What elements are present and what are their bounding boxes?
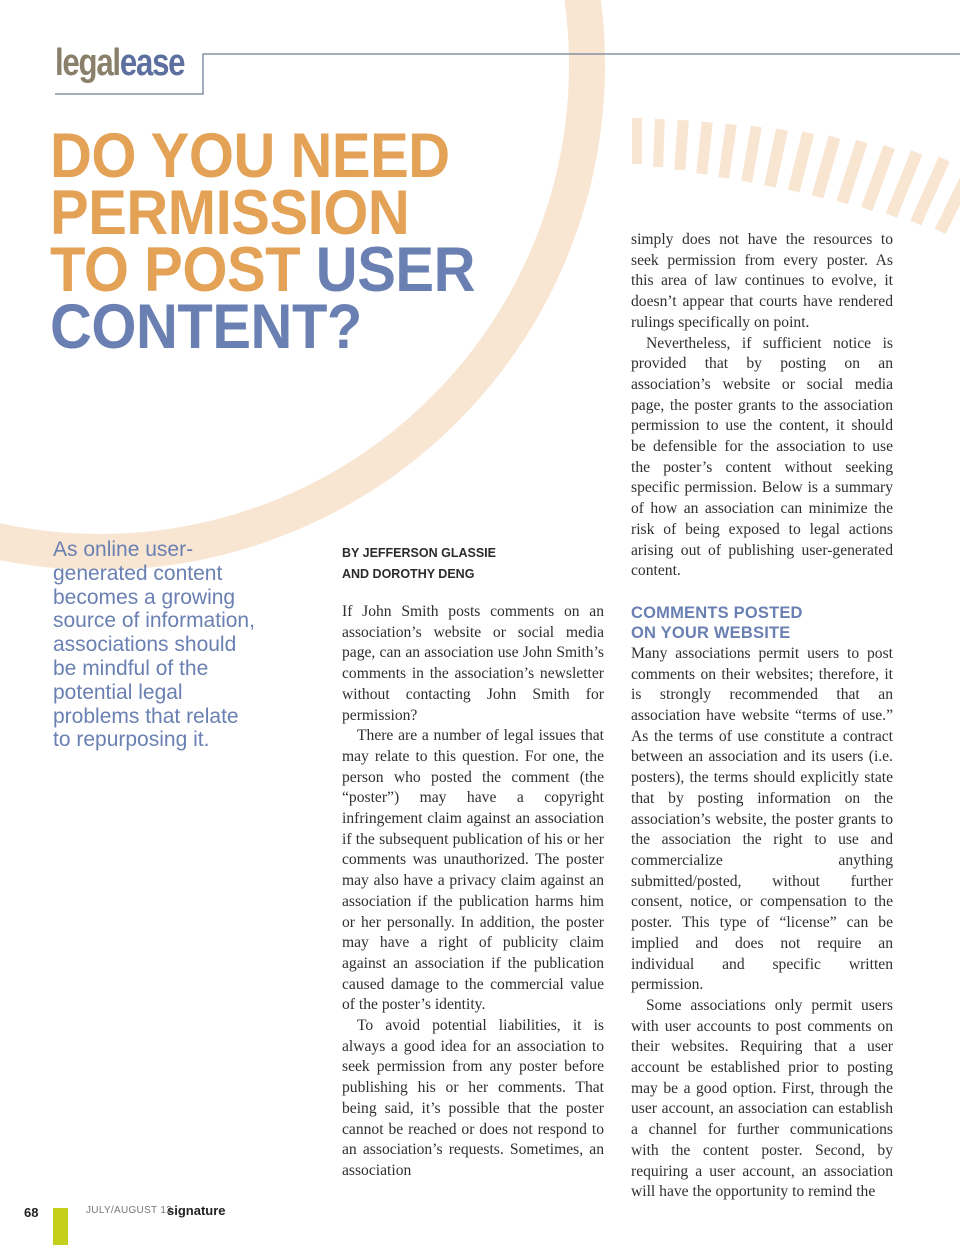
article-deck <box>53 538 303 752</box>
logo-part-legal: legal <box>55 42 120 84</box>
subhead-line-1: COMMENTS POSTED <box>631 603 803 622</box>
decorative-rays <box>632 118 960 234</box>
body-paragraph: Many associations permit users to post comments on their websites; therefore, it is strongly recommended that an association have website “terms of use.” As the terms of use constitute a contract between an association and its users (i.e. posters), the terms should explicitly state that by posting information on the association’s website, the poster grants to the association the right to use and commercialize anything submitted/posted, without further consent, notice, or compensation to the poster. This type of “license” can be implied and does not require an individual and specific written permission. <box>631 644 893 994</box>
body-paragraph: Nevertheless, if sufficient notice is provided that by posting on an association’s website or social media page, the poster grants to the association permission to use the content, it should be defensible for the association to use the poster’s content without seeking specific permission. Below is a summary of how an association can minimize the risk of being exposed to legal actions arising out of publishing user-generated content. <box>631 334 893 580</box>
deck-line: to repurposing it. <box>53 728 210 752</box>
deck-line: problems that relate <box>53 704 239 728</box>
byline-line-2: AND DOROTHY DENG <box>342 567 475 581</box>
section-subhead <box>631 603 893 644</box>
section-logo <box>55 42 184 85</box>
body-paragraph: Some associations only permit users with user accounts to post comments on their websites. Requiring that a user account be established prior to posting may be a good option. First, through the user account, an association can establish a channel for further communications with the content poster. Second, by requiring a user account, an association will have the opportunity to remind the <box>631 996 893 1201</box>
deck-line: potential legal <box>53 680 183 704</box>
headline-line-2: PERMISSION <box>50 178 410 248</box>
body-paragraph: To avoid potential liabilities, it is always a good idea for an association to seek permission from any poster before publishing his or her comments. That being said, it’s possible that the poster cannot be reached or does not respond to an association’s requests. Sometimes, an association <box>342 1017 604 1179</box>
deck-line: associations should <box>53 633 237 657</box>
deck-line: becomes a growing <box>53 585 236 609</box>
headline-line-3-orange: TO POST <box>50 235 301 305</box>
magazine-name: signature <box>167 1203 226 1218</box>
headline-line-3 <box>50 235 475 305</box>
header-rules <box>55 54 960 94</box>
body-paragraph: There are a number of legal issues that may relate to this question. For one, the person who posted the comment (the “poster”) may have a copyright infringement claim against an association if the subsequent publication of his or her comments was unauthorized. The poster may also have a privacy claim against an association if the publication harms him or her personally. In addition, the poster may have a right of publicity claim against an association if the publication caused damage to the commercial value of the poster’s identity. <box>342 727 604 1014</box>
headline-line-3-blue: USER <box>315 235 475 305</box>
deck-line: generated content <box>53 561 223 585</box>
deck-line: source of information, <box>53 609 255 633</box>
subhead-line-2: ON YOUR WEBSITE <box>631 624 791 643</box>
article-byline <box>342 543 604 585</box>
logo-part-ease: ease <box>119 42 185 84</box>
page-footer <box>0 1200 960 1245</box>
deck-line: be mindful of the <box>53 656 209 680</box>
deck-line: As online user- <box>53 538 194 561</box>
headline-line-1: DO YOU NEED <box>50 121 450 191</box>
byline-line-1: BY JEFFERSON GLASSIE <box>342 546 496 560</box>
folio-accent-bar <box>53 1208 68 1245</box>
body-paragraph: simply does not have the resources to seek permission from every poster. As this area of law continues to evolve, it doesn’t appear that courts have rendered rulings specifically on point. <box>631 231 893 331</box>
body-paragraph: If John Smith posts comments on an association’s website or social media page, can an association use John Smith’s comments in the association’s newsletter without contacting John Smith for permission? <box>342 603 604 724</box>
body-column-middle <box>342 602 604 1182</box>
headline-line-4: CONTENT? <box>50 292 362 362</box>
page-number: 68 <box>24 1205 39 1220</box>
body-column-right <box>631 230 893 1203</box>
article-headline <box>50 121 475 362</box>
issue-date: JULY/AUGUST 12 <box>86 1205 173 1216</box>
